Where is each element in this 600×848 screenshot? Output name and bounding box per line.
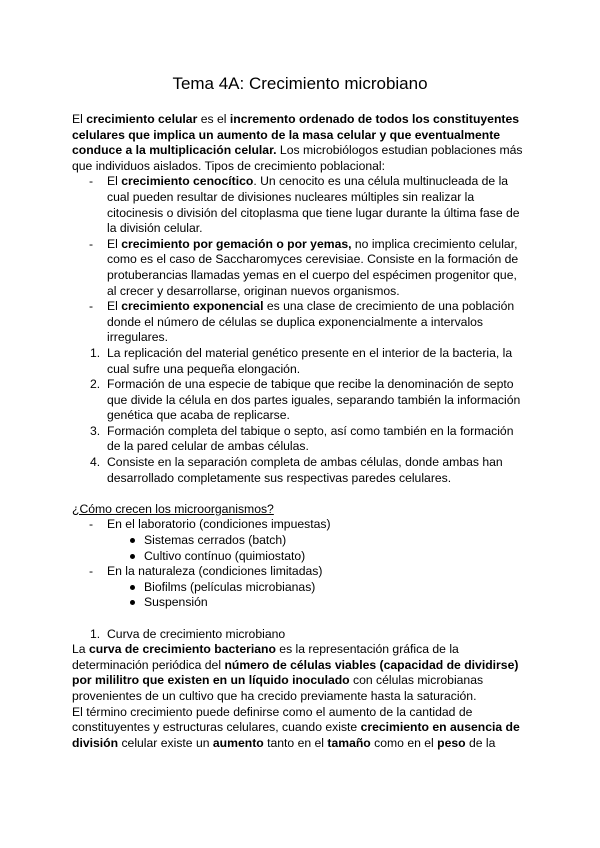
document-body xyxy=(72,112,527,751)
para-text: celular existe un xyxy=(118,735,213,750)
item-text: Consiste en la separación completa de ambas células, donde ambas han desarrollado completamente sus respectivas paredes celulares. xyxy=(107,455,503,485)
intro-text-3: Los microbiólogos estudian poblaciones más que individuos aislados. Tipos de crecimiento poblacional: xyxy=(72,143,523,173)
intro-text-1: El xyxy=(72,112,87,126)
item-text: Formación de una especie de tabique que recibe la denominación de septo que divide la célula en dos partes iguales, separando también la información genética que acaba de replicarse. xyxy=(107,377,521,423)
lab-systems-list xyxy=(72,533,527,564)
list-item: Suspensión xyxy=(72,595,527,611)
growth-conditions-list-2 xyxy=(72,564,527,580)
para-text: tanto en el xyxy=(263,735,328,750)
list-item: - En el laboratorio (condiciones impuestas) xyxy=(72,517,527,533)
heading-text: Curva de crecimiento microbiano xyxy=(107,626,286,641)
item-bold: crecimiento exponencial xyxy=(121,299,264,314)
para-text: La xyxy=(72,642,89,657)
list-item xyxy=(72,299,527,346)
item-text: La replicación del material genético presente en el interior de la bacteria, la cual sufre una pequeña elongación. xyxy=(107,345,513,376)
para-text: con células microbianas provenientes de un cultivo que ha crecido previamente hasta la saturación. xyxy=(72,673,484,703)
item-text: El xyxy=(107,236,122,251)
spacer xyxy=(72,486,527,502)
list-item xyxy=(72,424,527,455)
item-text: Formación completa del tabique o septo, así como también en la formación de la pared celular de ambas células. xyxy=(107,423,514,454)
intro-paragraph xyxy=(72,112,527,174)
list-marker: 4. xyxy=(90,455,101,470)
item-bold: crecimiento por gemación o por yemas, xyxy=(121,236,352,251)
list-item xyxy=(72,346,527,377)
list-marker: 3. xyxy=(90,423,101,438)
para-bold: aumento xyxy=(212,735,264,750)
growth-conditions-list xyxy=(72,517,527,533)
section-heading xyxy=(72,627,527,643)
list-item: - En la naturaleza (condiciones limitadas) xyxy=(72,564,527,580)
item-bold: crecimiento cenocítico xyxy=(121,174,254,189)
list-item xyxy=(72,455,527,486)
spacer xyxy=(72,611,527,627)
list-item xyxy=(72,377,527,424)
para-text: de la xyxy=(465,735,496,750)
list-marker: 1. xyxy=(90,345,101,360)
growth-types-list xyxy=(72,174,527,346)
list-item: Cultivo contínuo (quimiostato) xyxy=(72,549,527,565)
item-text: El xyxy=(107,174,122,189)
intro-bold-1: crecimiento celular xyxy=(86,112,198,126)
para-bold: curva de crecimiento bacteriano xyxy=(88,642,276,657)
page-title: Tema 4A: Crecimiento microbiano xyxy=(172,74,428,93)
curve-paragraph-2 xyxy=(72,705,527,752)
intro-text-2: es el xyxy=(197,112,230,126)
para-text: El término crecimiento puede definirse como el aumento de la cantidad de constituyentes y estructuras celulares, cuando existe xyxy=(72,704,473,735)
para-bold: tamaño xyxy=(327,735,371,750)
nature-systems-list xyxy=(72,580,527,611)
para-text: es la representación gráfica de la determinación periódica del xyxy=(72,642,459,672)
para-bold: crecimiento en ausencia de división xyxy=(72,720,520,750)
list-marker: 1. xyxy=(90,626,101,641)
item-text: . Un cenocito es una célula multinucleada de la cual pueden resultar de divisiones nucleares múltiples sin realizar la citocinesis o división del citoplasma que tiene lugar durante la última fase de la división celular. xyxy=(107,174,520,236)
item-text: no implica crecimiento celular, como es el caso de Saccharomyces cerevisiae. Consiste en la formación de protuberancias llamadas yemas en el cuerpo del espécimen progenitor que, al crecer y desarrollarse, originan nuevos organismos. xyxy=(107,236,519,298)
list-marker: 2. xyxy=(90,377,101,392)
item-text: El xyxy=(107,299,122,314)
curve-heading-list xyxy=(72,627,527,643)
list-item xyxy=(72,237,527,299)
division-steps-list xyxy=(72,346,527,486)
item-text: es una clase de crecimiento de una población donde el número de células se duplica exponencialmente a intervalos irregulares. xyxy=(107,299,515,345)
intro-bold-2: incremento ordenado de todos los constituyentes celulares que implica un aumento de la masa celular y que eventualmente conduce a la multiplicación celular. xyxy=(72,112,520,158)
list-item: Biofilms (películas microbianas) xyxy=(72,580,527,596)
para-bold: peso xyxy=(437,735,466,750)
para-text: como en el xyxy=(370,735,438,750)
curve-paragraph-1 xyxy=(72,642,527,704)
section-question: ¿Cómo crecen los microorganismos? xyxy=(72,501,274,516)
list-item xyxy=(72,174,527,236)
para-bold: número de células viables (capacidad de dividirse) por mililitro que existen en un líquido inoculado xyxy=(72,657,519,688)
list-item: Sistemas cerrados (batch) xyxy=(72,533,527,549)
